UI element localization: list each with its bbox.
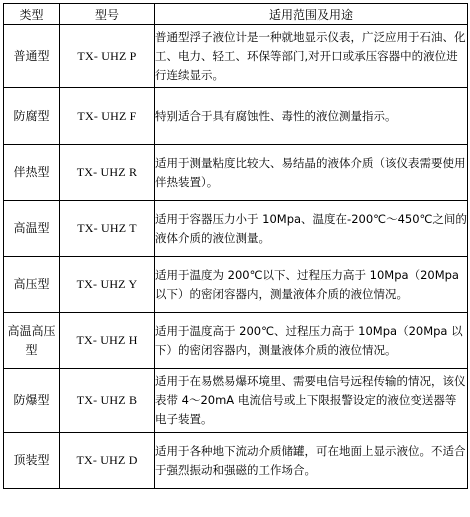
- row-desc: 适用于各种地下流动介质储罐，可在地面上显示液位。不适合于强烈振动和强磁的工作场合。: [155, 433, 468, 489]
- table-row: [4, 433, 468, 489]
- row-desc: 特别适合于具有腐蚀性、毒性的液位测量指示。: [155, 88, 468, 145]
- row-desc: 普通型浮子液位计是一种就地显示仪表，广泛应用于石油、化工、电力、轻工、环保等部门,对开口或承压容器中的液位进行连续显示。: [155, 25, 468, 88]
- row-desc: 适用于在易燃易爆环境里、需要电信号远程传输的情况，该仪表带 4～20mA 电流信号或上下限报警设定的液位变送器等电子装置。: [155, 369, 468, 433]
- row-model: TX- UHZ R: [60, 145, 155, 201]
- row-model: TX- UHZ F: [60, 88, 155, 145]
- row-type: 防爆型: [4, 369, 60, 433]
- spec-table: [3, 3, 468, 489]
- table-row: [4, 145, 468, 201]
- table-row: [4, 257, 468, 313]
- row-model: TX- UHZ B: [60, 369, 155, 433]
- header-type: 类型: [4, 4, 60, 25]
- row-model: TX- UHZ D: [60, 433, 155, 489]
- header-model: 型号: [60, 4, 155, 25]
- row-model: TX- UHZ Y: [60, 257, 155, 313]
- row-model: TX- UHZ P: [60, 25, 155, 88]
- row-desc: 适用于容器压力小于 10Mpa、温度在-200℃～450℃之间的液体介质的液位测量。: [155, 201, 468, 257]
- row-type: 普通型: [4, 25, 60, 88]
- table-row: [4, 25, 468, 88]
- row-type: 伴热型: [4, 145, 60, 201]
- row-desc: 适用于温度高于 200℃、过程压力高于 10Mpa（20Mpa 以下）的密闭容器内，测量液体介质的液位情况。: [155, 313, 468, 369]
- row-type: 高温型: [4, 201, 60, 257]
- table-row: [4, 369, 468, 433]
- row-desc: 适用于测量粘度比较大、易结晶的液体介质（该仪表需要使用伴热装置）。: [155, 145, 468, 201]
- row-type: 高温高压型: [4, 313, 60, 369]
- row-desc: 适用于温度为 200℃以下、过程压力高于 10Mpa（20Mpa以下）的密闭容器内，测量液体介质的液位情况。: [155, 257, 468, 313]
- table-row: [4, 313, 468, 369]
- row-model: TX- UHZ T: [60, 201, 155, 257]
- row-type: 防腐型: [4, 88, 60, 145]
- table-row: [4, 88, 468, 145]
- table-row: [4, 201, 468, 257]
- header-row: [4, 4, 468, 25]
- row-type: 顶装型: [4, 433, 60, 489]
- row-type: 高压型: [4, 257, 60, 313]
- row-model: TX- UHZ H: [60, 313, 155, 369]
- header-desc: 适用范围及用途: [155, 4, 468, 25]
